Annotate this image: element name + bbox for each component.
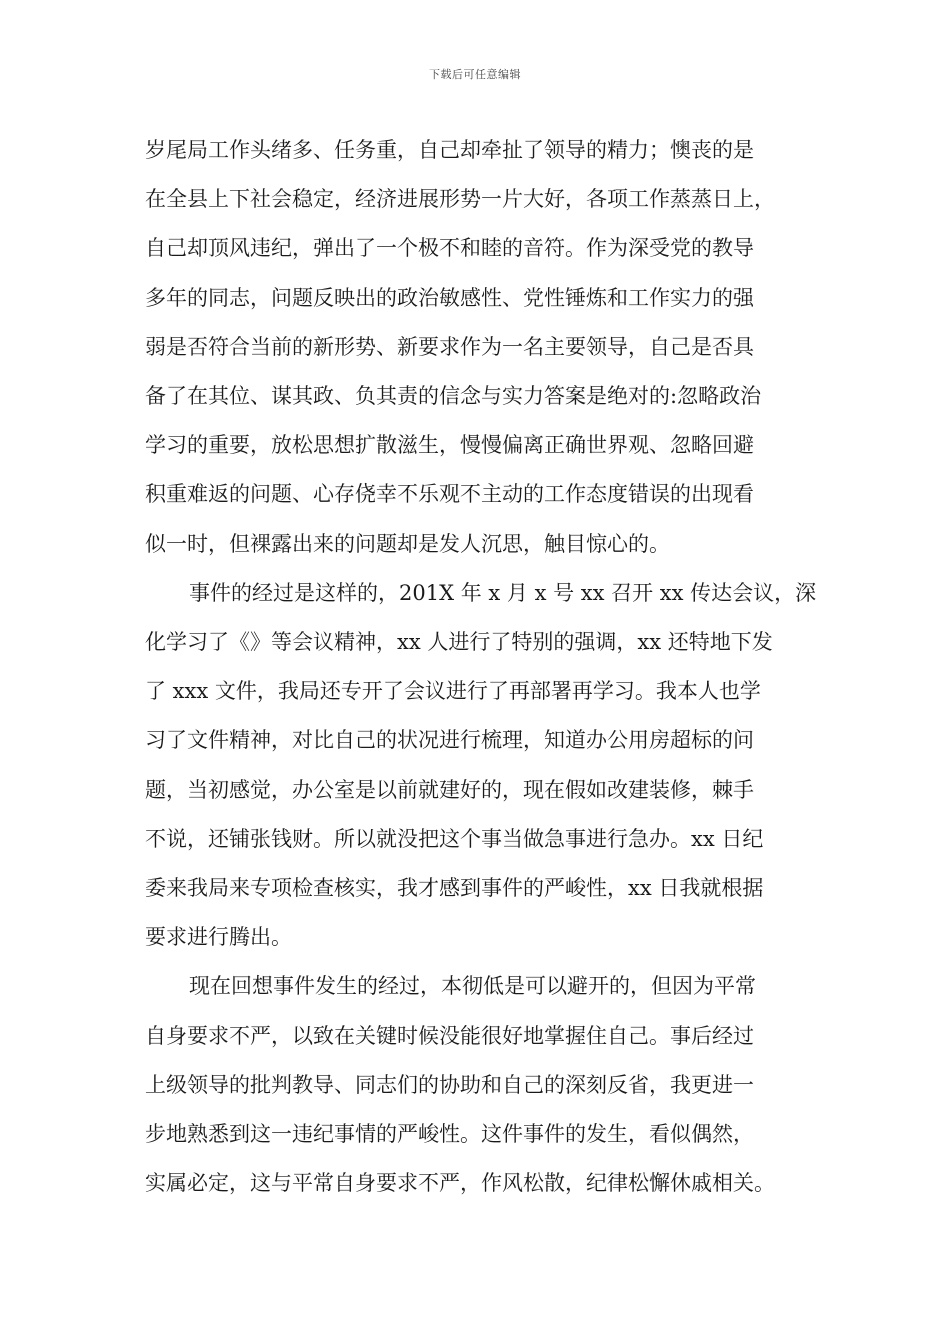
page-header: 下载后可任意编辑: [429, 68, 521, 81]
text-line: 习了文件精神，对比自己的状况进行梳理，知道办公用房超标的问: [145, 728, 754, 753]
text-line: 弱是否符合当前的新形势、新要求作为一名主要领导，自己是否具: [145, 334, 754, 359]
text-line: 实属必定，这与平常自身要求不严，作风松散，纪律松懈休戚相关。: [145, 1171, 775, 1196]
text-line: 自身要求不严，以致在关键时候没能很好地掌握住自己。事后经过: [145, 1023, 754, 1048]
text-line: 要求进行腾出。: [145, 925, 292, 950]
text-line: 题，当初感觉，办公室是以前就建好的，现在假如改建装修，棘手: [145, 777, 754, 802]
text-line: 学习的重要，放松思想扩散滋生，慢慢偏离正确世界观、忽略回避: [145, 433, 754, 458]
text-line: 自己却顶风违纪，弹出了一个极不和睦的音符。作为深受党的教导: [145, 236, 754, 261]
text-line: 现在回想事件发生的经过，本彻低是可以避开的，但因为平常: [189, 974, 756, 999]
text-line: 化学习了《》等会议精神，xx 人进行了特别的强调，xx 还特地下发: [145, 630, 773, 654]
text-line: 事件的经过是这样的，201X 年 x 月 x 号 xx 召开 xx 传达会议，深: [189, 580, 817, 605]
text-line: 在全县上下社会稳定，经济进展形势一片大好，各项工作蒸蒸日上，: [145, 187, 775, 212]
text-line: 上级领导的批判教导、同志们的协助和自己的深刻反省，我更进一: [145, 1072, 754, 1097]
text-line: 积重难返的问题、心存侥幸不乐观不主动的工作态度错误的出现看: [145, 482, 754, 507]
text-line: 委来我局来专项检查核实，我才感到事件的严峻性，xx 日我就根据: [145, 876, 764, 900]
text-line: 不说，还铺张钱财。所以就没把这个事当做急事进行急办。xx 日纪: [145, 826, 764, 851]
text-line: 多年的同志，问题反映出的政治敏感性、党性锤炼和工作实力的强: [145, 285, 754, 310]
text-line: 备了在其位、谋其政、负其责的信念与实力答案是绝对的:忽略政治: [145, 384, 762, 408]
text-line: 了 xxx 文件，我局还专开了会议进行了再部署再学习。我本人也学: [145, 679, 761, 704]
text-line: 岁尾局工作头绪多、任务重，自己却牵扯了领导的精力；懊丧的是: [145, 138, 754, 162]
text-line: 似一时，但裸露出来的问题却是发人沉思，触目惊心的。: [145, 531, 670, 556]
text-line: 步地熟悉到这一违纪事情的严峻性。这件事件的发生，看似偶然，: [145, 1122, 754, 1146]
